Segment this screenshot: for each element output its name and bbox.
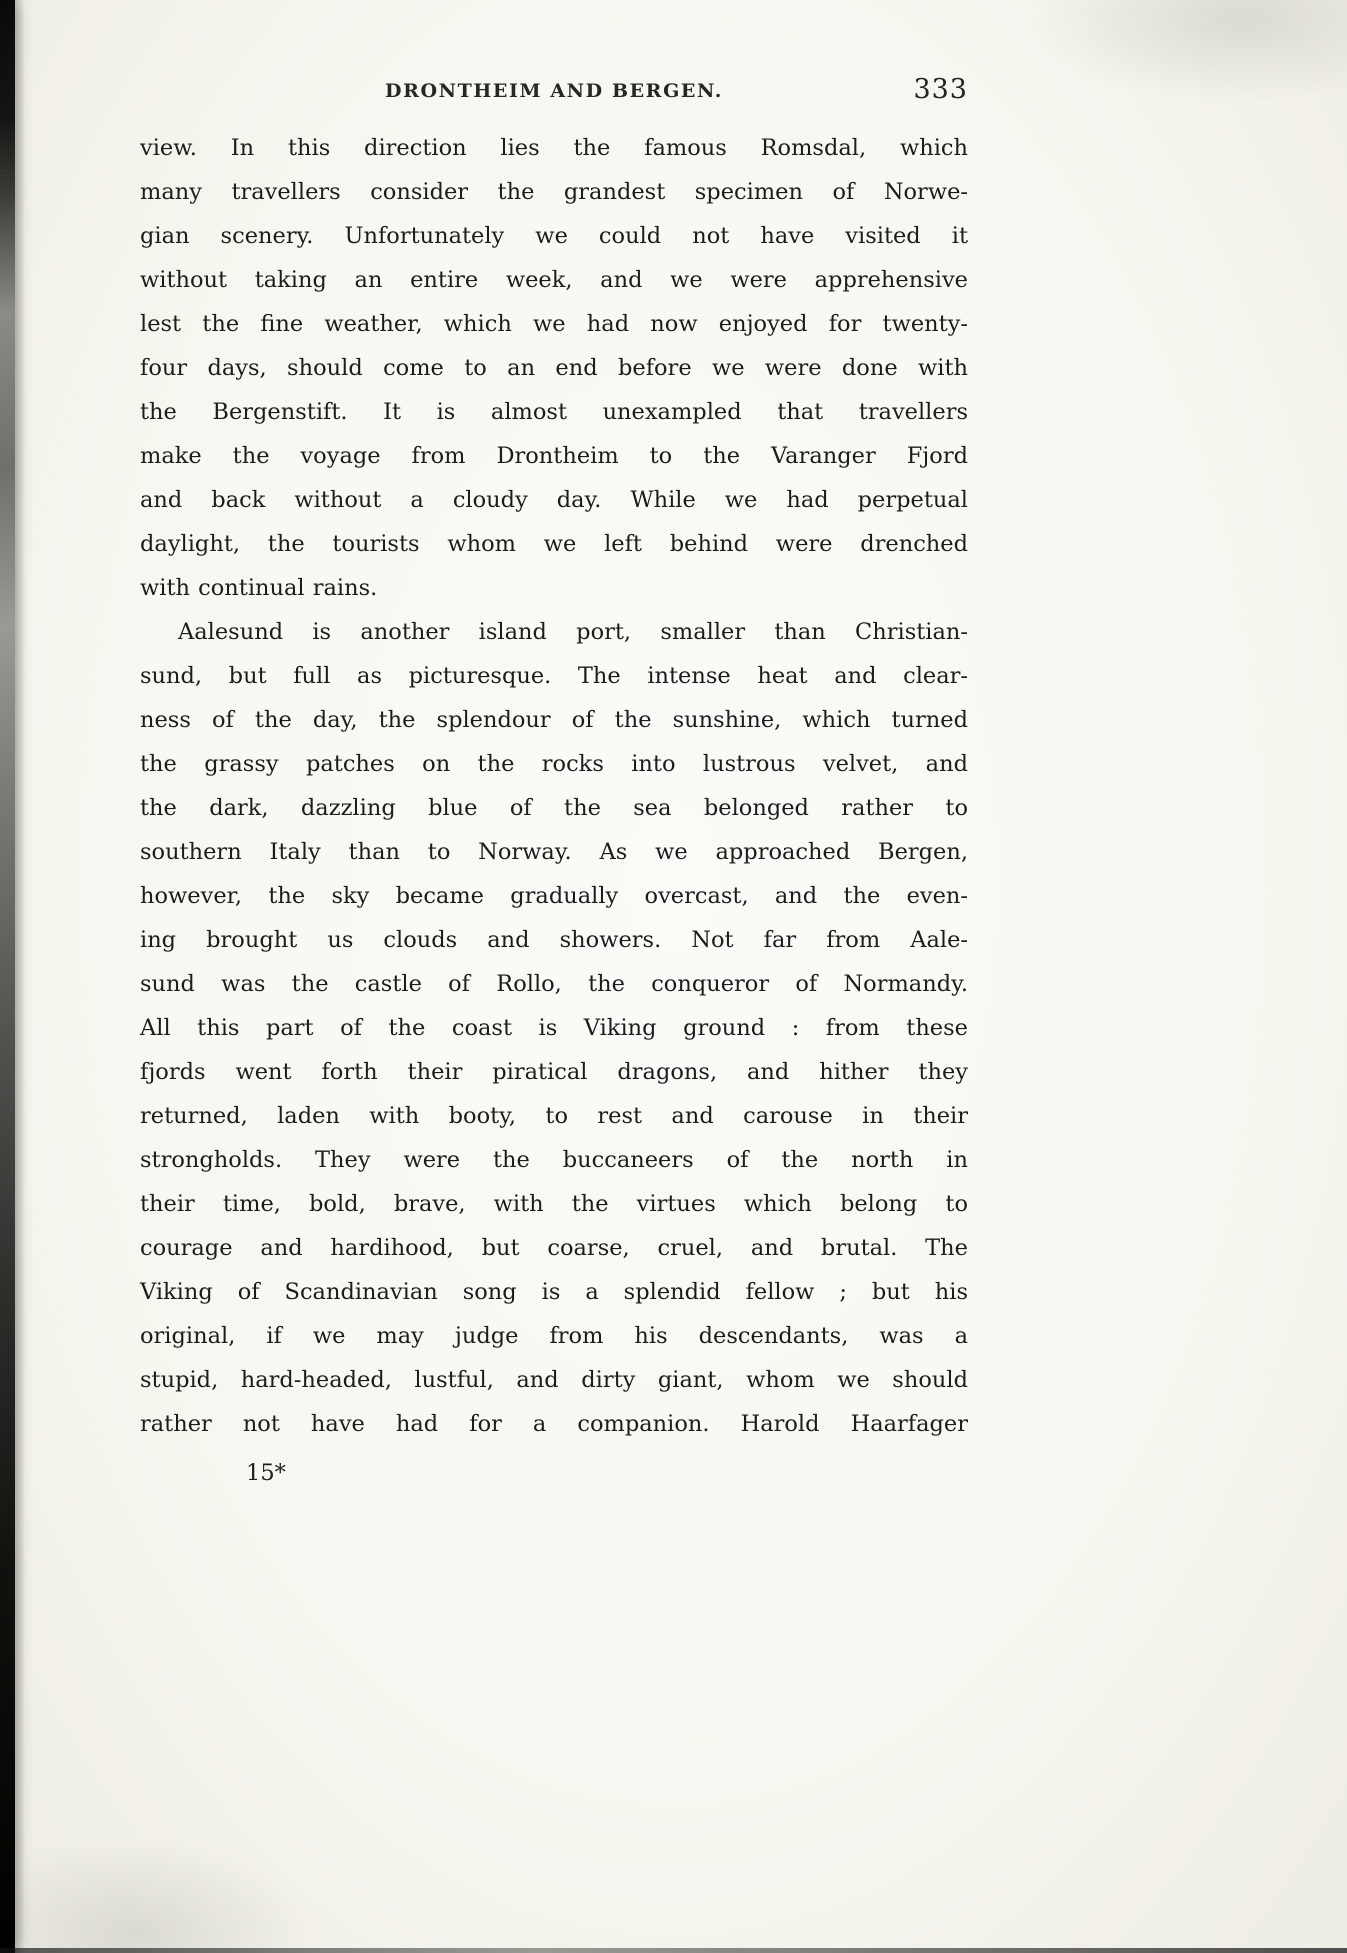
page-bottom-edge	[0, 1948, 1347, 1953]
text-line: without taking an entire week, and we were apprehensive	[140, 267, 968, 293]
text-line: make the voyage from Drontheim to the Varanger Fjord	[140, 443, 968, 469]
text-line: daylight, the tourists whom we left behind were drenched	[140, 531, 968, 557]
text-line: many travellers consider the grandest specimen of Norwe-	[140, 179, 968, 205]
binding-edge-shadow	[15, 0, 25, 1953]
text-line: original, if we may judge from his descendants, was a	[140, 1323, 968, 1349]
text-line: sund was the castle of Rollo, the conqueror of Normandy.	[140, 971, 968, 997]
text-line: four days, should come to an end before we were done with	[140, 355, 968, 381]
text-line: Aalesund is another island port, smaller than Christian-	[178, 619, 968, 645]
text-line: however, the sky became gradually overcast, and the even-	[140, 883, 968, 909]
text-line: courage and hardihood, but coarse, cruel, and brutal. The	[140, 1235, 968, 1261]
text-line: view. In this direction lies the famous Romsdal, which	[140, 135, 968, 161]
text-line: returned, laden with booty, to rest and carouse in their	[140, 1103, 968, 1129]
text-line: the dark, dazzling blue of the sea belonged rather to	[140, 795, 968, 821]
signature-mark: 15*	[246, 1460, 286, 1486]
text-line: the grassy patches on the rocks into lustrous velvet, and	[140, 751, 968, 777]
text-line: All this part of the coast is Viking ground : from these	[140, 1015, 968, 1041]
text-line: ness of the day, the splendour of the sunshine, which turned	[140, 707, 968, 733]
text-line: the Bergenstift. It is almost unexampled that travellers	[140, 399, 968, 425]
text-line: gian scenery. Unfortunately we could not have visited it	[140, 223, 968, 249]
page-number: 333	[913, 74, 968, 105]
text-line: sund, but full as picturesque. The intense heat and clear-	[140, 663, 968, 689]
paragraphs	[140, 126, 968, 1446]
text-line: and back without a cloudy day. While we had perpetual	[140, 487, 968, 513]
text-line: stupid, hard-headed, lustful, and dirty giant, whom we should	[140, 1367, 968, 1393]
paragraph	[140, 126, 968, 610]
text-line: with continual rains.	[140, 575, 378, 601]
text-line: rather not have had for a companion. Harold Haarfager	[140, 1411, 968, 1437]
binding-edge	[0, 0, 15, 1953]
text-line: their time, bold, brave, with the virtues which belong to	[140, 1191, 968, 1217]
page-body-text	[140, 126, 968, 1488]
text-line: fjords went forth their piratical dragons, and hither they	[140, 1059, 968, 1085]
text-line: Viking of Scandinavian song is a splendid fellow ; but his	[140, 1279, 968, 1305]
text-line: lest the fine weather, which we had now enjoyed for twenty-	[140, 311, 968, 337]
running-header	[140, 74, 968, 108]
text-line: southern Italy than to Norway. As we approached Bergen,	[140, 839, 968, 865]
text-line: strongholds. They were the buccaneers of the north in	[140, 1147, 968, 1173]
running-title: DRONTHEIM AND BERGEN.	[385, 80, 723, 102]
text-line: ing brought us clouds and showers. Not far from Aale-	[140, 927, 968, 953]
paragraph	[140, 610, 968, 1446]
